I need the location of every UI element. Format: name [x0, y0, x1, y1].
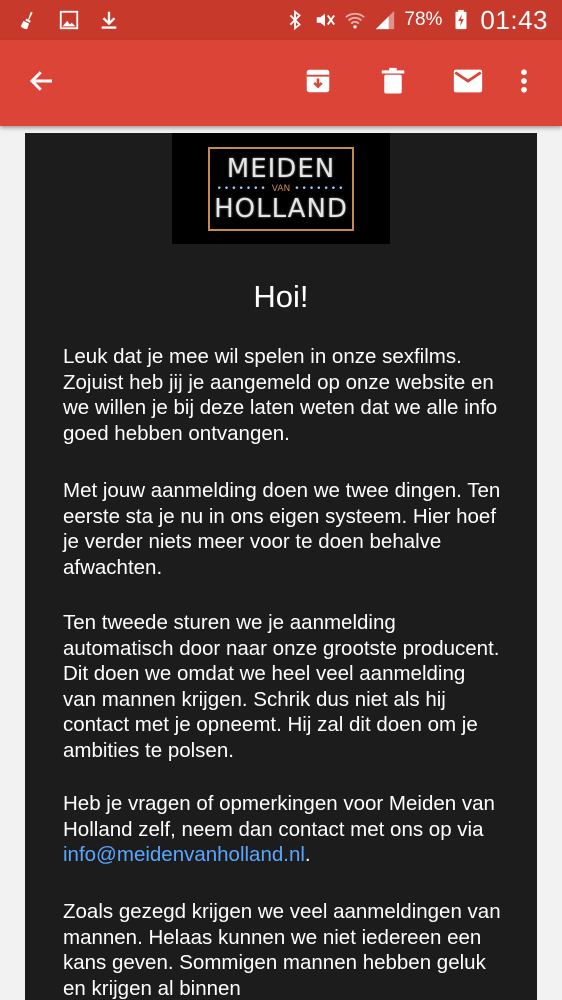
archive-icon	[303, 66, 333, 101]
paragraph-1: Leuk dat je mee wil spelen in onze sexfilms. Zojuist heb jij je aangemeld op onze website en we willen je bij deze laten weten dat we alle info goed hebben ontvangen.	[63, 345, 498, 445]
logo-bottom-text: HOLLAND	[214, 193, 348, 224]
battery-percent: 78%	[404, 9, 443, 30]
signal-icon	[374, 9, 396, 31]
more-vert-icon	[509, 66, 539, 101]
contact-email-link[interactable]: info@meidenvanholland.nl	[63, 843, 305, 866]
logo-frame	[208, 147, 354, 231]
logo-dots-left: •••••••	[216, 183, 268, 194]
battery-charging-icon	[450, 9, 472, 31]
contact-end: .	[304, 843, 311, 866]
status-bar	[0, 0, 562, 40]
logo-dots-right: •••••••	[294, 183, 346, 194]
back-button[interactable]	[12, 40, 72, 126]
logo-mid-row	[217, 184, 346, 194]
back-arrow-icon	[27, 66, 57, 101]
contact-paragraph	[63, 791, 503, 868]
logo-middle-text: VAN	[271, 183, 291, 194]
broom-icon	[18, 9, 40, 31]
download-icon	[98, 9, 120, 31]
clock: 01:43	[480, 4, 548, 35]
logo-top-text: MEIDEN	[226, 153, 336, 184]
bluetooth-icon	[284, 9, 306, 31]
email-body	[25, 133, 537, 1000]
delete-button[interactable]	[363, 40, 423, 126]
app-toolbar	[0, 40, 562, 126]
wifi-icon	[344, 9, 366, 31]
paragraph-2: Met jouw aanmelding doen we twee dingen. Ten eerste sta je nu in ons eigen systeem. Hier hoef je verder niets meer voor te doen behalve afwachten.	[63, 479, 501, 579]
delete-icon	[378, 66, 408, 101]
mark-unread-button[interactable]	[438, 40, 498, 126]
meiden-van-holland-logo	[172, 133, 390, 244]
more-options-button[interactable]	[494, 40, 554, 126]
greeting: Hoi!	[253, 279, 309, 314]
paragraph-3: Ten tweede sturen we je aanmelding automatisch door naar onze grootste producent. Dit doen we omdat we heel veel aanmelding van mannen krijgen. Schrik dus niet als hij contact met je opneemt. Hij zal dit doen om je ambities te polsen.	[63, 611, 500, 762]
image-icon	[58, 9, 80, 31]
archive-button[interactable]	[288, 40, 348, 126]
contact-text: Heb je vragen of opmerkingen voor Meiden van Holland zelf, neem dan contact met ons op via	[63, 792, 495, 841]
mute-icon	[314, 9, 336, 31]
mail-icon	[451, 64, 485, 103]
paragraph-5: Zoals gezegd krijgen we veel aanmeldingen van mannen. Helaas kunnen we niet iedereen een kans geven. Sommigen mannen hebben geluk en krijgen al binnen	[63, 900, 501, 1000]
